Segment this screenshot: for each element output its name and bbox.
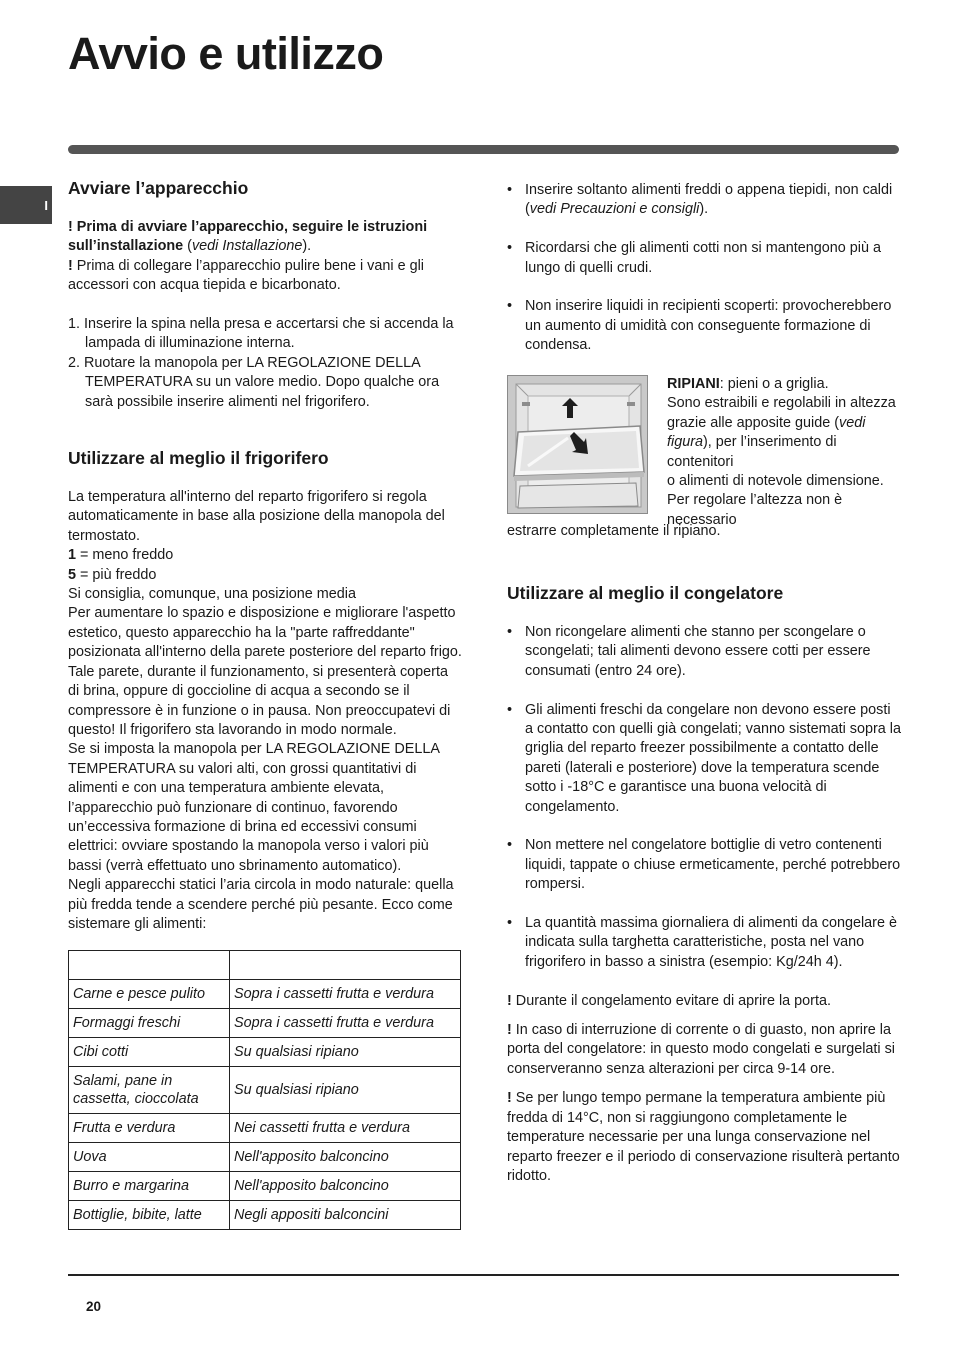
left-column [68, 176, 462, 1230]
placement-cell: Nell'apposito balconcino [230, 1172, 461, 1201]
table-row [69, 1114, 461, 1143]
tip-text: Inserire soltanto alimenti freddi o appena tiepidi, non caldi ( [525, 182, 893, 218]
food-cell: Uova [69, 1143, 230, 1172]
language-tab: I [0, 186, 52, 224]
shelves-text: : pieni o a griglia. Sono estraibili e regolabili in altezza grazie alle apposite guide ( [667, 376, 896, 431]
table-header-row [69, 951, 461, 980]
warning-install-bold: Prima di avviare l’apparecchio, seguire le istruzioni sull’installazione [68, 219, 428, 255]
table-row [69, 1038, 461, 1067]
warning-mark: ! [507, 992, 512, 1009]
food-cell: Frutta e verdura [69, 1114, 230, 1143]
food-cell: Formaggi freschi [69, 1009, 230, 1038]
list-item: • La quantità massima giornaliera di alimenti da congelare è indicata sulla targhetta caratteristiche, posta nel vano frigorifero in basso a sinistra (esempio: Kg/24h 4). [507, 914, 901, 972]
food-cell: Burro e margarina [69, 1172, 230, 1201]
startup-step: 1. Inserire la spina nella presa e accertarsi che si accenda la lampada di illuminazione interna. [68, 316, 454, 352]
warning-install-ref: vedi Installazione [191, 238, 303, 255]
list-item [507, 181, 901, 220]
section-heading-avviare: Avviare l’apparecchio [68, 178, 249, 198]
tip-ref: vedi Precauzioni e consigli [529, 201, 700, 218]
food-cell: Salami, pane in cassetta, cioccolata [69, 1067, 230, 1114]
shelves-text: ), per l’inserimento di contenitori o alimenti di notevole dimensione. Per regolare l’altezza non è necessario [667, 434, 884, 528]
food-cell: Carne e pesce pulito [69, 980, 230, 1009]
warning-mark: ! [68, 219, 73, 235]
table-row [69, 1009, 461, 1038]
food-cell: Cibi cotti [69, 1038, 230, 1067]
fridge-tips-list [507, 181, 901, 356]
placement-cell: Negli appositi balconcini [230, 1201, 461, 1230]
title-divider [68, 145, 899, 154]
scale-min-text: = meno freddo [80, 547, 174, 564]
footer-divider [68, 1274, 899, 1276]
table-row [69, 1201, 461, 1230]
placement-cell: Sopra i cassetti frutta e verdura [230, 1009, 461, 1038]
tip-text: Ricordarsi che gli alimenti cotti non si mantengono più a lungo di quelli crudi. [525, 240, 881, 276]
table-row [69, 1143, 461, 1172]
frigo-intro: La temperatura all'interno del reparto frigorifero si regola automaticamente in base alla posizione della manopola del termostato. [68, 489, 445, 544]
scale-max-number: 5 [68, 566, 77, 583]
warning-mark: ! [507, 1022, 512, 1039]
warning-clean [68, 257, 462, 296]
tip-text: Non inserire liquidi in recipienti scoperti: provocherebbero un aumento di umidità con conseguente formazione di condensa. [525, 298, 892, 354]
shelf-figure [507, 375, 648, 514]
warning-clean-text: Prima di collegare l’apparecchio pulire bene i vani e gli accessori con acqua tiepida e bicarbonato. [68, 257, 424, 294]
freezer-tips-list [507, 623, 901, 972]
shelves-tail: estrarre completamente il ripiano. [507, 523, 721, 540]
freezer-warning [507, 1089, 901, 1186]
food-placement-table [68, 950, 461, 1230]
page-title: Avvio e utilizzo [68, 28, 384, 79]
freezer-warning-text: Durante il congelamento evitare di aprire la porta. [515, 992, 831, 1009]
placement-cell: Nell'apposito balconcino [230, 1143, 461, 1172]
scale-max [68, 566, 462, 585]
table-header-cell [230, 951, 461, 980]
right-column [507, 181, 901, 1186]
shelves-description [667, 375, 903, 530]
startup-step: 2. Ruotare la manopola per LA REGOLAZIONE DELLA TEMPERATURA su un valore medio. Dopo qualche ora sarà possibile inserire alimenti nel frigorifero. [68, 354, 440, 410]
placement-cell: Su qualsiasi ripiano [230, 1038, 461, 1067]
freezer-warning-text: In caso di interruzione di corrente o di guasto, non aprire la porta del congelatore: in questo modo congelati e surgelati si conserveranno senza alterazioni per circa 9-14 ore. [507, 1022, 895, 1077]
list-item: • Non ricongelare alimenti che stanno per scongelare o scongelati; tali alimenti devono essere cotti per essere consumati (entro 24 ore). [507, 623, 901, 681]
frigo-body: Si consiglia, comunque, una posizione media Per aumentare lo spazio e disposizione e migliorare l'aspetto estetico, questo apparecchio ha la "parte raffreddante" posizionata all'interno della parete posteriore del reparto frigo. Tale parete, durante il funzionamento, si presenterà coperta di brina, oppure di goccioline di acqua a secondo se il compressore è in funzione o in pausa. Non preoccupatevi di questo! Il frigorifero sta lavorando in modo normale. Se si imposta la manopola per LA REGOLAZIONE DELLA TEMPERATURA su valori alti, con grossi quantitativi di alimenti e con una temperatura ambiente elevata, l’apparecchio può funzionare di continuo, favorendo un’eccessiva formazione di brina ed eccessivi consumi elettrici: ovviare spostando la manopola verso i valori più bassi (verrà effettuato uno sbrinamento automatico). Negli apparecchi statici l’aria circola in modo naturale: quella più fredda tende a scendere perché più pesante. Ecco come sistemare gli alimenti: [68, 586, 462, 932]
section-heading-frigo: Utilizzare al meglio il frigorifero [68, 448, 329, 469]
table-header-cell [69, 951, 230, 980]
page-number: 20 [86, 1299, 102, 1314]
shelf-illustration-icon [508, 376, 648, 514]
scale-min-number: 1 [68, 547, 77, 564]
shelves-block [507, 375, 901, 551]
section-heading-congelatore: Utilizzare al meglio il congelatore [507, 583, 784, 604]
warning-mark: ! [68, 257, 73, 274]
placement-cell: Sopra i cassetti frutta e verdura [230, 980, 461, 1009]
list-item [507, 239, 901, 278]
shelves-label: RIPIANI [667, 376, 720, 393]
scale-min [68, 546, 462, 565]
list-item: • Non mettere nel congelatore bottiglie di vetro contenenti liquidi, tappate o chiuse ermeticamente, perché potrebbero rompersi. [507, 836, 901, 894]
placement-cell: Nei cassetti frutta e verdura [230, 1114, 461, 1143]
startup-steps [68, 315, 462, 412]
food-cell: Bottiglie, bibite, latte [69, 1201, 230, 1230]
freezer-warning [507, 1021, 901, 1079]
table-row [69, 1172, 461, 1201]
warning-install: ! Prima di avviare l’apparecchio, seguire le istruzioni sull’installazione (vedi Installazione). [68, 219, 428, 255]
warning-mark: ! [507, 1090, 512, 1107]
freezer-warning-text: Se per lungo tempo permane la temperatura ambiente più fredda di 14°C, non si raggiungono completamente le temperature necessarie per una lunga conservazione nel reparto freezer e il periodo di conservazione risulterà pertanto ridotto. [507, 1090, 900, 1184]
tip-text: ). [699, 201, 709, 218]
placement-cell: Su qualsiasi ripiano [230, 1067, 461, 1114]
scale-max-text: = più freddo [80, 566, 157, 583]
list-item: • Gli alimenti freschi da congelare non devono essere posti a contatto con quelli già congelati; vanno sistemati sopra la griglia del reparto freezer possibilmente a contatto delle pareti (laterali e posteriore) dove la temperatura scende sotto i -18°C e garantisce una buona velocità di congelamento. [507, 701, 901, 817]
shelves-ref: vedi figura [667, 414, 866, 451]
freezer-warning [507, 992, 901, 1011]
table-row [69, 1067, 461, 1114]
list-item [507, 297, 901, 355]
table-row [69, 980, 461, 1009]
